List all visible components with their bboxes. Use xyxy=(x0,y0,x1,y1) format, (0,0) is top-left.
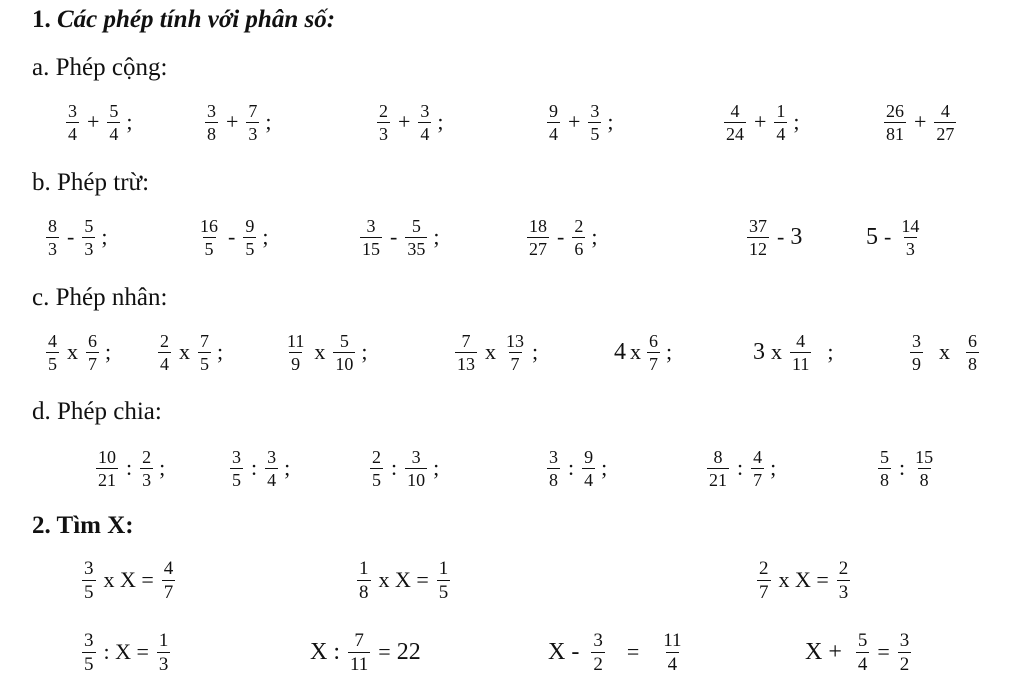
numerator: 9 xyxy=(584,446,594,467)
numerator: 2 xyxy=(379,100,388,121)
separator: ; xyxy=(101,224,108,249)
find-x-eq-6 xyxy=(548,622,686,682)
division-expr xyxy=(876,438,941,498)
multiplication-expr-7 xyxy=(908,322,981,382)
operator: + xyxy=(568,109,581,134)
numerator: 7 xyxy=(461,330,471,351)
addition-expr xyxy=(545,92,614,152)
fraction xyxy=(140,448,153,489)
fraction xyxy=(504,332,526,373)
separator: ; xyxy=(607,109,614,134)
operator: x xyxy=(939,339,950,364)
fraction xyxy=(774,102,787,143)
separator: ; xyxy=(361,339,368,364)
numerator: 7 xyxy=(200,330,209,351)
fraction: $\frac{2}{7}$ xyxy=(759,557,769,603)
fraction xyxy=(572,217,585,258)
division-expr xyxy=(228,438,290,498)
numerator: 2 xyxy=(574,215,584,236)
fraction xyxy=(527,217,549,258)
fraction xyxy=(884,102,906,143)
denominator: 4 xyxy=(549,123,558,144)
numerator: 6 xyxy=(88,330,97,351)
fraction xyxy=(360,217,382,258)
result-number: 22 xyxy=(396,638,421,665)
operator: + xyxy=(87,109,100,134)
fraction: $\frac{3}{2}$ xyxy=(899,629,910,675)
fraction xyxy=(198,332,211,373)
section-2-heading: 2. Tìm X: xyxy=(32,512,134,539)
fraction xyxy=(370,448,383,489)
operator: : xyxy=(251,455,258,480)
addition-expr xyxy=(882,92,962,152)
multiplication-expr xyxy=(283,322,367,382)
division-label: d. Phép chia: xyxy=(32,398,162,425)
whole-number: 3 xyxy=(790,223,803,250)
denominator: 3 xyxy=(48,238,57,259)
fraction xyxy=(66,102,79,143)
equals-sign: = xyxy=(877,639,890,664)
find-x-eq-4 xyxy=(80,622,172,682)
denominator: 4 xyxy=(267,469,277,490)
numerator: 10 xyxy=(98,446,116,467)
numerator: 3 xyxy=(549,446,558,467)
numerator: 4 xyxy=(940,100,950,121)
whole-number: 3 xyxy=(753,338,765,365)
fraction: $\frac{3}{9}$ xyxy=(912,330,921,374)
section-1-number: 1. xyxy=(32,6,51,33)
denominator: 4 xyxy=(776,123,786,144)
separator: ; xyxy=(217,339,224,364)
denominator: 5 xyxy=(204,238,214,259)
operator: : xyxy=(391,455,398,480)
operator: : xyxy=(899,455,906,480)
numerator: 18 xyxy=(529,215,547,236)
subtraction-label: b. Phép trừ: xyxy=(32,169,150,196)
denominator: 3 xyxy=(142,469,152,490)
denominator: 8 xyxy=(880,469,889,490)
numerator: 3 xyxy=(411,446,421,467)
denominator: 8 xyxy=(549,469,558,490)
fraction: $\frac{11}{4}$ xyxy=(663,629,682,675)
fraction xyxy=(46,217,59,258)
operator: - xyxy=(67,224,75,249)
denominator: 4 xyxy=(160,353,169,374)
denominator: 3 xyxy=(248,123,258,144)
fraction xyxy=(547,102,560,143)
fraction xyxy=(405,448,427,489)
separator: ; xyxy=(437,109,444,134)
fraction xyxy=(582,448,595,489)
numerator: 8 xyxy=(48,215,57,236)
division-expr xyxy=(545,438,607,498)
fraction xyxy=(455,332,477,373)
numerator: 15 xyxy=(915,446,934,467)
find-x-eq-5 xyxy=(310,622,421,682)
operator: - xyxy=(777,224,785,249)
fraction: $\frac{3}{5}$ xyxy=(84,629,94,675)
separator: ; xyxy=(284,455,291,480)
denominator: 10 xyxy=(335,353,354,374)
addition-expr xyxy=(375,92,444,152)
fraction xyxy=(246,102,259,143)
find-x-eq-3 xyxy=(755,550,852,610)
multiplication-label: c. Phép nhân: xyxy=(32,284,168,311)
numerator: 2 xyxy=(160,330,169,351)
denominator: 15 xyxy=(362,238,380,259)
fraction: $\frac{4}{11}$ xyxy=(792,330,810,374)
fraction xyxy=(82,217,95,258)
numerator: 5 xyxy=(339,330,349,351)
denominator: 4 xyxy=(68,123,77,144)
fraction xyxy=(265,448,278,489)
operator: + xyxy=(226,109,239,134)
addition-label: a. Phép cộng: xyxy=(32,54,168,81)
denominator: 4 xyxy=(420,123,430,144)
separator: ; xyxy=(433,224,440,249)
multiplication-expr-6 xyxy=(753,322,833,382)
fraction xyxy=(588,102,601,143)
fraction: $\frac{1}{5}$ xyxy=(438,557,449,603)
subtraction-row xyxy=(0,207,1024,267)
numerator: 4 xyxy=(730,100,740,121)
operator: : xyxy=(737,455,744,480)
separator: ; xyxy=(262,224,269,249)
separator: ; xyxy=(433,455,440,480)
multiplication-row xyxy=(0,322,1024,382)
fraction: $\frac{3}{2}$ xyxy=(593,629,603,675)
numerator: 11 xyxy=(287,330,305,351)
equation-prefix: X : xyxy=(310,638,340,665)
denominator: 10 xyxy=(407,469,426,490)
equation-middle: x X = xyxy=(103,567,154,592)
denominator: 5 xyxy=(245,238,255,259)
denominator: 6 xyxy=(574,238,584,259)
denominator: 5 xyxy=(48,353,57,374)
numerator: 3 xyxy=(267,446,277,467)
section-1-title: Các phép tính với phân số: xyxy=(57,6,336,33)
division-expr xyxy=(368,438,439,498)
multiplication-expr xyxy=(44,322,111,382)
denominator: 5 xyxy=(372,469,381,490)
subtraction-expr xyxy=(44,207,107,267)
operator: x xyxy=(485,339,496,364)
find-x-eq-7 xyxy=(805,622,913,682)
fraction xyxy=(46,332,59,373)
fraction xyxy=(96,448,118,489)
operator: + xyxy=(754,109,767,134)
separator: ; xyxy=(159,455,166,480)
denominator: 13 xyxy=(457,353,475,374)
division-expr xyxy=(94,438,165,498)
operator: + xyxy=(398,109,411,134)
denominator: 7 xyxy=(88,353,97,374)
operator: - xyxy=(228,224,236,249)
fraction xyxy=(107,102,120,143)
fraction xyxy=(243,217,256,258)
numerator: 1 xyxy=(776,100,786,121)
operator: : xyxy=(568,455,575,480)
numerator: 9 xyxy=(245,215,255,236)
fraction: $\frac{4}{7}$ xyxy=(163,557,174,603)
separator: ; xyxy=(793,109,800,134)
addition-expr xyxy=(203,92,272,152)
equation-middle: x X = xyxy=(378,567,429,592)
separator: ; xyxy=(265,109,272,134)
denominator: 8 xyxy=(207,123,216,144)
denominator: 4 xyxy=(584,469,594,490)
fraction: $\frac{1}{3}$ xyxy=(158,629,169,675)
numerator: 16 xyxy=(200,215,218,236)
fraction xyxy=(878,448,891,489)
numerator: 2 xyxy=(372,446,381,467)
denominator: 7 xyxy=(510,353,520,374)
equation-middle: : X = xyxy=(103,639,149,664)
operator: + xyxy=(914,109,927,134)
numerator: 3 xyxy=(68,100,77,121)
fraction xyxy=(913,448,935,489)
denominator: 3 xyxy=(379,123,388,144)
find-x-eq-1 xyxy=(80,550,177,610)
separator: ; xyxy=(105,339,112,364)
numerator: 26 xyxy=(886,100,904,121)
denominator: 24 xyxy=(726,123,744,144)
numerator: 8 xyxy=(713,446,723,467)
fraction: $\frac{1}{8}$ xyxy=(359,557,369,603)
subtraction-expr-6 xyxy=(866,207,923,267)
numerator: 3 xyxy=(420,100,430,121)
section-1-heading xyxy=(32,6,335,34)
numerator: 5 xyxy=(109,100,119,121)
separator: ; xyxy=(532,339,539,364)
denominator: 27 xyxy=(936,123,955,144)
fraction xyxy=(198,217,220,258)
equation-middle: x X = xyxy=(778,567,829,592)
denominator: 3 xyxy=(84,238,94,259)
operator: - xyxy=(557,224,565,249)
division-row xyxy=(0,438,1024,498)
subtraction-expr xyxy=(196,207,268,267)
fraction xyxy=(86,332,99,373)
fraction xyxy=(751,448,764,489)
fraction xyxy=(333,332,355,373)
denominator: 4 xyxy=(109,123,119,144)
addition-row xyxy=(0,92,1024,152)
denominator: 5 xyxy=(200,353,209,374)
whole-number: 5 xyxy=(866,223,878,250)
denominator: 7 xyxy=(753,469,763,490)
separator: ; xyxy=(126,109,133,134)
operator: : xyxy=(126,455,133,480)
numerator: 5 xyxy=(411,215,421,236)
numerator: 2 xyxy=(142,446,152,467)
denominator: 5 xyxy=(590,123,600,144)
addition-expr xyxy=(722,92,800,152)
numerator: 3 xyxy=(590,100,600,121)
numerator: 3 xyxy=(207,100,216,121)
multiplication-expr-5 xyxy=(614,322,672,382)
numerator: 5 xyxy=(880,446,889,467)
numerator: 5 xyxy=(84,215,94,236)
numerator: 9 xyxy=(549,100,558,121)
operator: x xyxy=(179,339,190,364)
subtraction-expr-5 xyxy=(745,207,802,267)
subtraction-expr xyxy=(358,207,439,267)
fraction xyxy=(724,102,746,143)
multiplication-expr xyxy=(453,322,538,382)
fraction xyxy=(405,217,427,258)
equals-sign: = xyxy=(626,639,640,664)
denominator: 9 xyxy=(291,353,301,374)
fraction xyxy=(230,448,243,489)
operator: x xyxy=(630,339,641,364)
operator: x xyxy=(771,339,782,364)
denominator: 35 xyxy=(407,238,426,259)
numerator: 7 xyxy=(248,100,258,121)
fraction xyxy=(205,102,218,143)
separator: ; xyxy=(601,455,608,480)
separator: ; xyxy=(770,455,777,480)
numerator: 3 xyxy=(366,215,376,236)
fraction: $\frac{37}{12}$ xyxy=(749,215,767,259)
separator: ; xyxy=(591,224,598,249)
find-x-row-1 xyxy=(0,550,1024,610)
denominator: 81 xyxy=(886,123,904,144)
operator: - xyxy=(884,224,892,249)
denominator: 21 xyxy=(98,469,116,490)
fraction: $\frac{3}{5}$ xyxy=(84,557,94,603)
fraction xyxy=(934,102,956,143)
fraction: $\frac{14}{3}$ xyxy=(901,215,920,259)
fraction: $\frac{6}{7}$ xyxy=(649,330,658,374)
multiplication-expr xyxy=(156,322,223,382)
denominator: 5 xyxy=(232,469,241,490)
numerator: 4 xyxy=(753,446,763,467)
fraction: $\frac{5}{4}$ xyxy=(857,629,868,675)
equation-prefix: X - xyxy=(548,638,580,665)
addition-expr xyxy=(64,92,133,152)
whole-number: 4 xyxy=(614,338,626,365)
fraction xyxy=(285,332,306,373)
subtraction-expr xyxy=(525,207,597,267)
denominator: 27 xyxy=(529,238,547,259)
fraction xyxy=(707,448,729,489)
division-expr xyxy=(705,438,776,498)
fraction: $\frac{6}{8}$ xyxy=(968,330,977,374)
denominator: 8 xyxy=(919,469,929,490)
equals-sign: = xyxy=(378,639,391,664)
operator: x xyxy=(67,339,78,364)
fraction xyxy=(158,332,171,373)
separator: ; xyxy=(827,339,834,364)
fraction xyxy=(547,448,560,489)
numerator: 3 xyxy=(232,446,241,467)
numerator: 13 xyxy=(506,330,524,351)
find-x-eq-2 xyxy=(355,550,452,610)
fraction: $\frac{7}{11}$ xyxy=(350,629,369,675)
numerator: 4 xyxy=(48,330,57,351)
operator: x xyxy=(314,339,326,364)
fraction xyxy=(418,102,431,143)
denominator: 21 xyxy=(709,469,727,490)
separator: ; xyxy=(666,339,673,364)
fraction: $\frac{2}{3}$ xyxy=(838,557,849,603)
fraction xyxy=(377,102,390,143)
operator: - xyxy=(390,224,398,249)
find-x-row-2 xyxy=(0,622,1024,682)
equation-prefix: X + xyxy=(805,638,842,665)
